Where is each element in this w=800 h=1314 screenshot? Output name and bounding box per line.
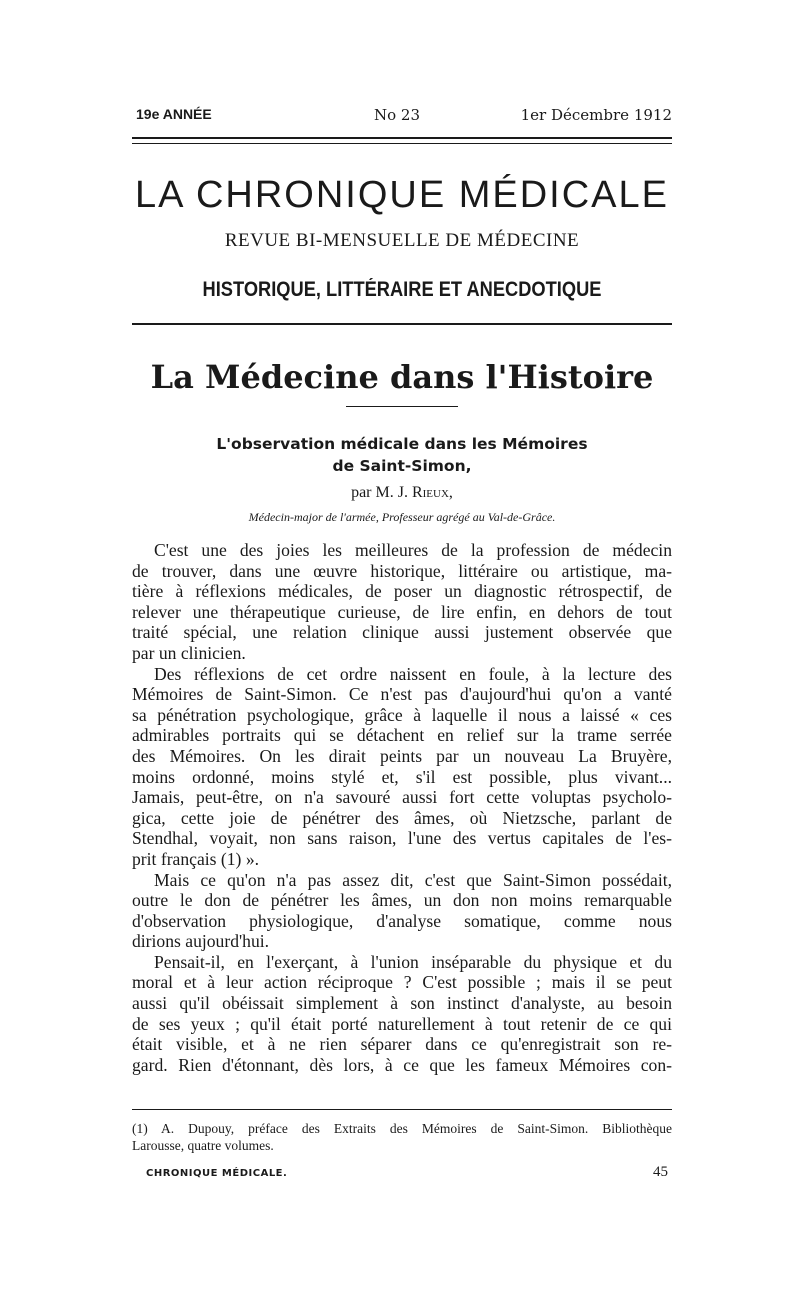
byline-prefix: par M. J. xyxy=(351,484,412,501)
footnote-line-1: (1) A. Dupouy, préface des Extraits des Mémoires de Saint-Simon. Bibliothèque xyxy=(132,1121,672,1136)
body-line: traité spécial, une relation clinique aussi justement observée que xyxy=(132,622,672,643)
article-body xyxy=(132,540,672,1075)
body-line: par un clinicien. xyxy=(132,642,246,663)
issue-date: 1er Décembre 1912 xyxy=(520,106,672,124)
body-line: était visible, et à ne rien séparer dans ce qu'enregistrait son re- xyxy=(132,1034,672,1055)
body-line: tière à réflexions médicales, de poser un diagnostic rétrospectif, de xyxy=(132,581,672,602)
body-line: Stendhal, voyait, non sans raison, l'une des vertus capitales de l'es- xyxy=(132,828,672,849)
masthead-rule xyxy=(132,323,672,325)
masthead-subtitle-1: REVUE BI-MENSUELLE DE MÉDECINE xyxy=(224,230,580,251)
masthead-subtitle-2: HISTORIQUE, LITTÉRAIRE ET ANECDOTIQUE xyxy=(202,278,602,301)
body-line: des Mémoires. On les dirait peints par un nouveau La Bruyère, xyxy=(132,745,672,766)
header-rule-thick xyxy=(132,137,672,139)
byline-suffix: , xyxy=(448,484,453,501)
section-heading: La Médecine dans l'Histoire xyxy=(150,358,654,396)
header-rule-thin xyxy=(132,143,672,144)
body-line: Jamais, peut-être, on n'a savouré aussi fort cette voluptas psycholo- xyxy=(132,787,672,808)
body-line: Mémoires de Saint-Simon. Ce n'est pas d'aujourd'hui qu'on a vanté xyxy=(132,684,672,705)
volume-year: 19e ANNÉE xyxy=(136,106,212,122)
body-line: dirions aujourd'hui. xyxy=(132,931,270,952)
article-title-line-1: L'observation médicale dans les Mémoires xyxy=(216,435,588,453)
masthead-title: LA CHRONIQUE MÉDICALE xyxy=(135,174,669,216)
article-title xyxy=(132,433,672,477)
body-line: Mais ce qu'on n'a pas assez dit, c'est que Saint-Simon possédait, xyxy=(154,869,672,890)
body-line: Pensait-il, en l'exerçant, à l'union inséparable du physique et du xyxy=(154,951,672,972)
author-role: Médecin-major de l'armée, Professeur agrégé au Val-de-Grâce. xyxy=(248,510,556,524)
issue-number: No 23 xyxy=(374,106,421,124)
body-line: admirables portraits qui se détachent en relief sur la trame serrée xyxy=(132,725,672,746)
footnote-rule xyxy=(132,1109,672,1110)
body-line: relever une thérapeutique curieuse, de lire enfin, en dehors de tout xyxy=(132,601,672,622)
body-line: Des réflexions de cet ordre naissent en foule, à la lecture des xyxy=(154,663,672,684)
page-number: 45 xyxy=(653,1164,668,1180)
body-line: outre le don de pénétrer les âmes, un don non moins remarquable xyxy=(132,890,672,911)
article-title-line-2: de Saint-Simon, xyxy=(332,457,472,475)
body-line: de trouver, dans une œuvre historique, littéraire ou artistique, ma- xyxy=(132,560,672,581)
body-line: gica, cette joie de pénétrer des âmes, où Nietzsche, parlant de xyxy=(132,807,672,828)
footnote xyxy=(132,1120,672,1154)
body-line: sa pénétration psychologique, grâce à laquelle il nous a laissé « ces xyxy=(132,704,672,725)
body-line: d'observation physiologique, d'analyse somatique, comme nous xyxy=(132,910,672,931)
body-line: de ses yeux ; qu'il était porté naturellement à tout retenir de ce qui xyxy=(132,1013,672,1034)
footnote-line-2: Larousse, quatre volumes. xyxy=(132,1138,274,1153)
section-divider xyxy=(346,406,458,407)
article-byline xyxy=(132,484,672,502)
body-line: moins ordonné, moins stylé et, s'il est possible, plus vivant... xyxy=(132,766,672,787)
body-line: gard. Rien d'étonnant, dès lors, à ce que les fameux Mémoires con- xyxy=(132,1054,672,1075)
body-line: moral et à leur action réciproque ? C'est possible ; mais il se peut xyxy=(132,972,672,993)
author-name: Rieux xyxy=(411,484,449,501)
body-line: prit français (1) ». xyxy=(132,848,260,869)
body-line: C'est une des joies les meilleures de la profession de médecin xyxy=(154,540,672,560)
body-line: aussi qu'il obéissait simplement à son instinct d'analyste, au besoin xyxy=(132,993,672,1014)
footer-source: CHRONIQUE MÉDICALE. xyxy=(146,1168,288,1179)
